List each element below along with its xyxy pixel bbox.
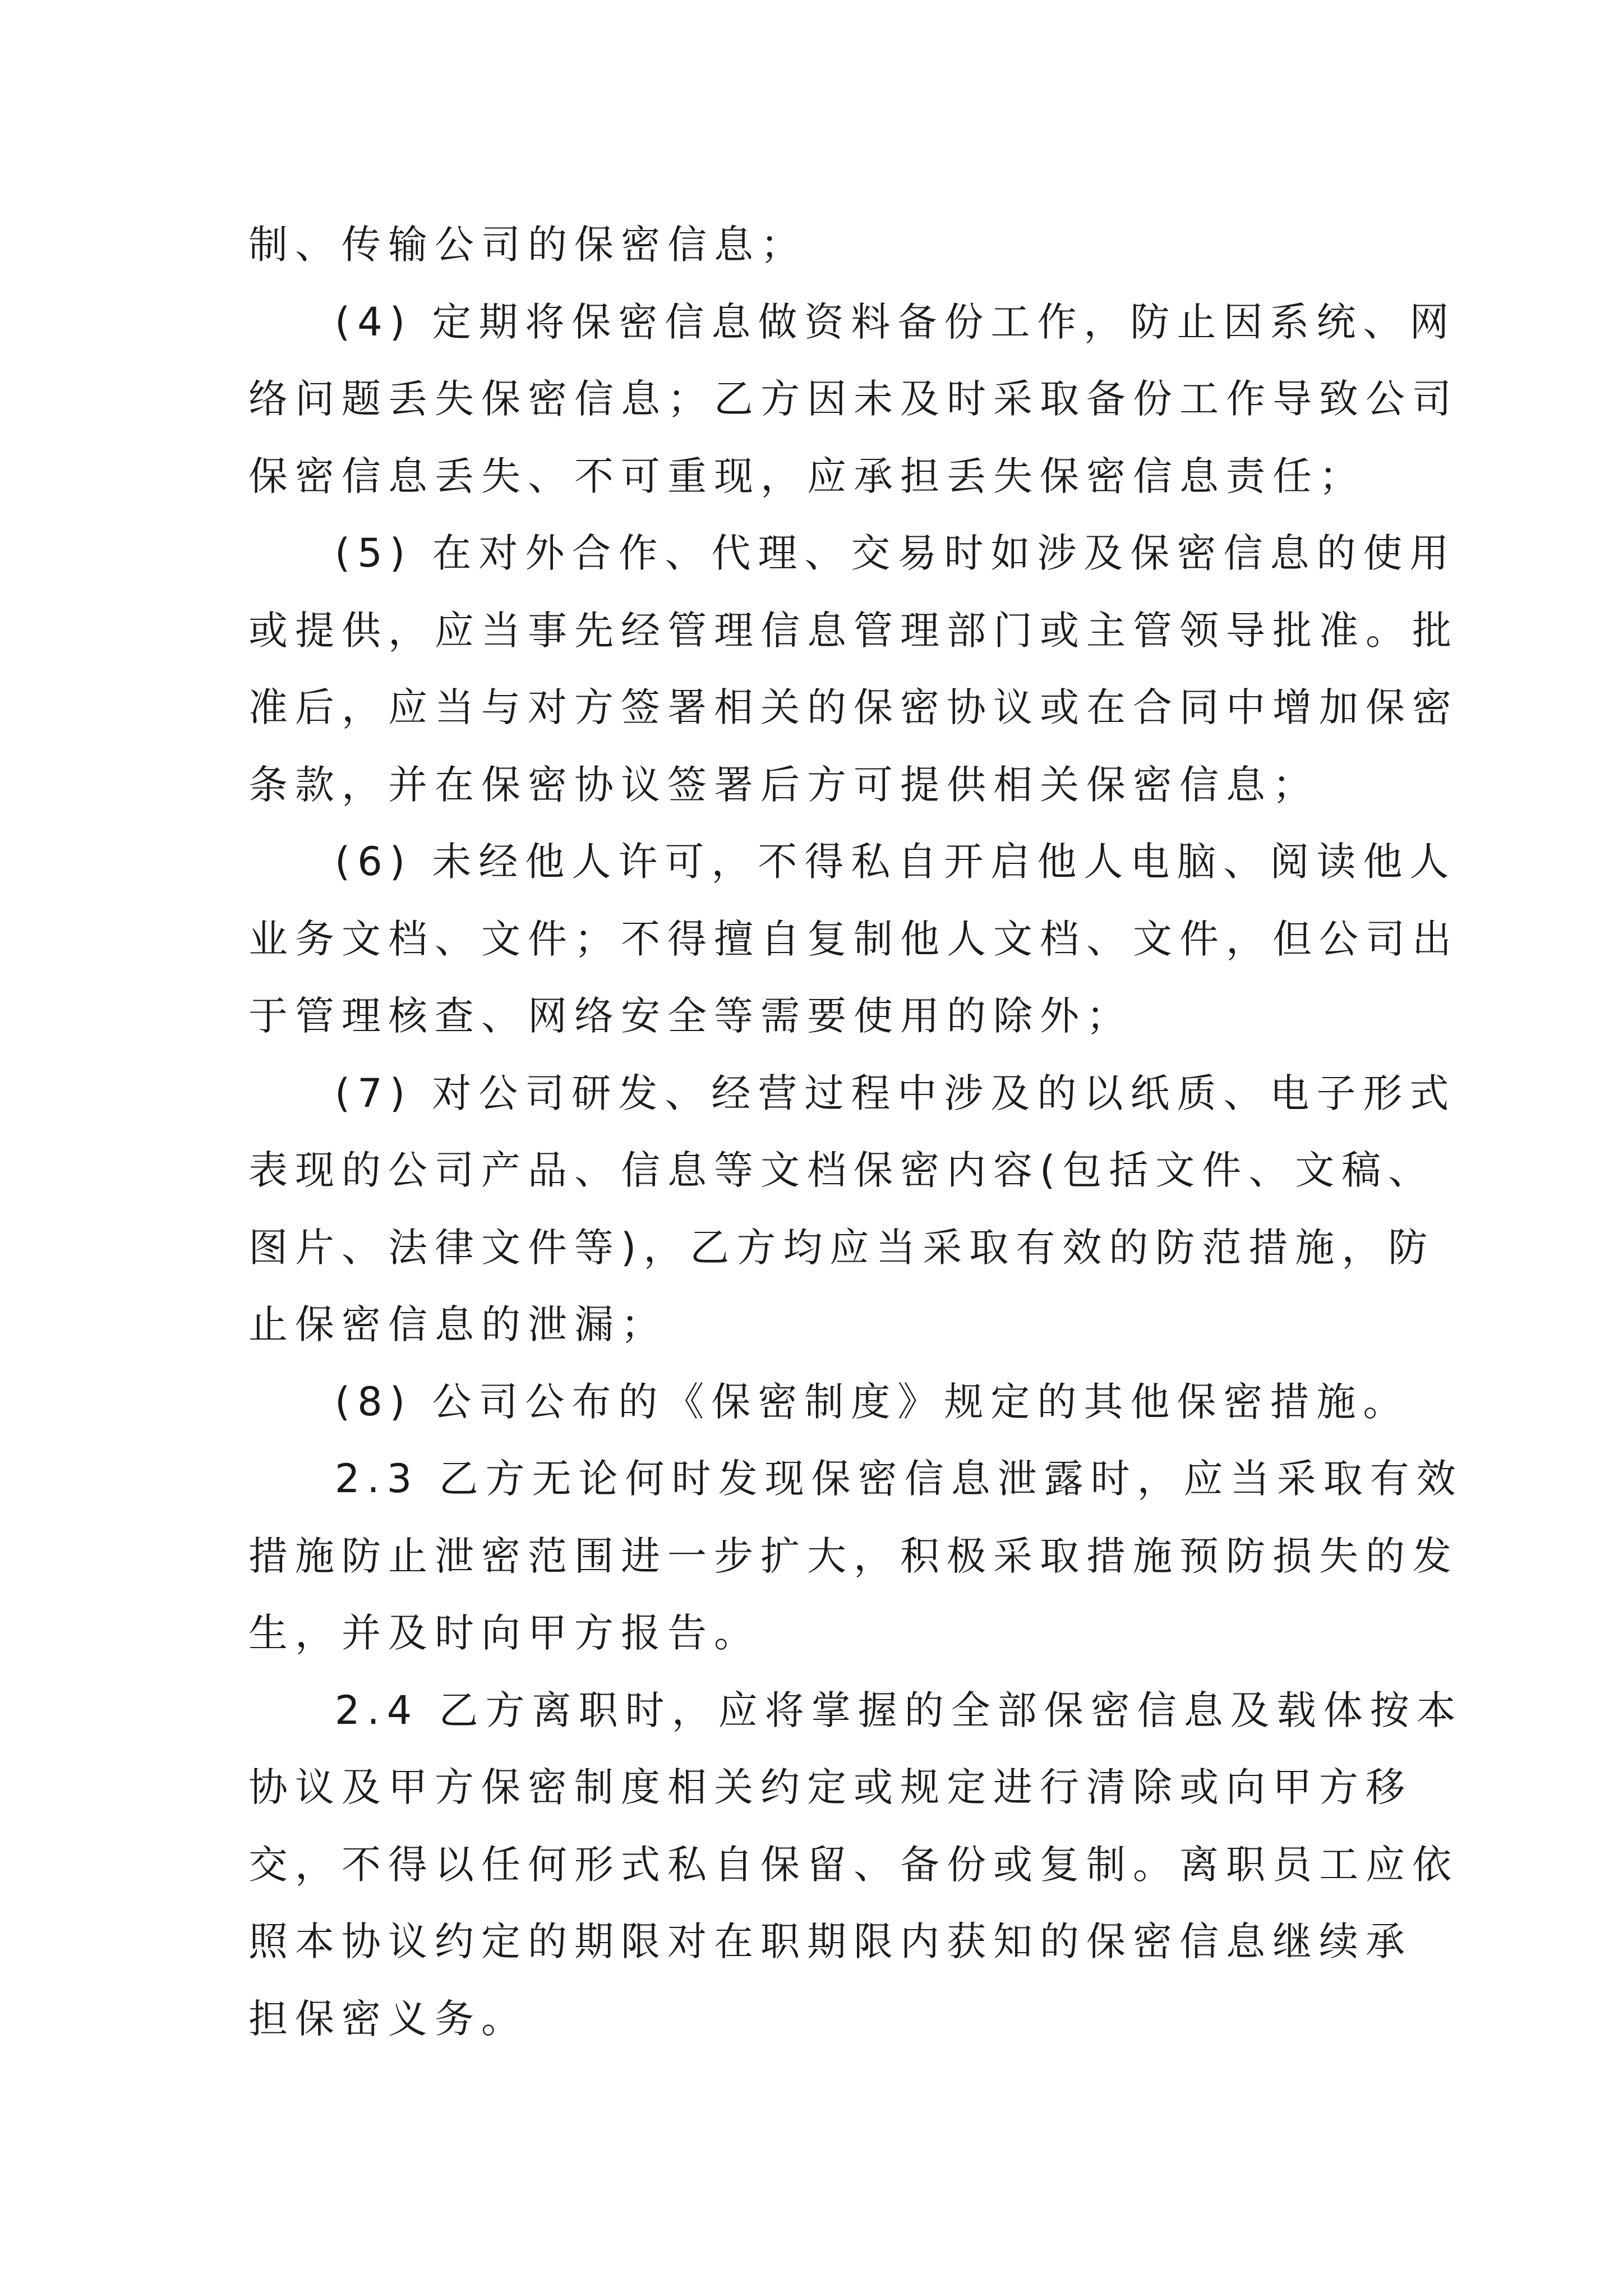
text-line: 照本协议约定的期限对在职期限内获知的保密信息继续承 [248,1918,1412,1964]
text-line: (4) 定期将保密信息做资料备份工作，防止因系统、网 [335,299,1456,345]
text-line: 络问题丢失保密信息；乙方因未及时采取备份工作导致公司 [248,376,1459,422]
text-line: 担保密义务。 [248,1996,528,2042]
text-line: (8) 公司公布的《保密制度》规定的其他保密措施。 [335,1379,1410,1425]
text-line: 措施防止泄密范围进一步扩大，积极采取措施预防损失的发 [248,1533,1459,1579]
text-line: 交，不得以任何形式私自保留、备份或复制。离职员工应依 [248,1842,1459,1888]
text-line: 2.4 乙方离职时，应将掌握的全部保密信息及载体按本 [335,1687,1463,1733]
text-line: 条款，并在保密协议签署后方可提供相关保密信息； [248,762,1319,808]
text-line: 或提供，应当事先经管理信息管理部门或主管领导批准。批 [248,608,1459,654]
text-line: 生，并及时向甲方报告。 [248,1610,760,1656]
text-line: 保密信息丢失、不可重现，应承担丢失保密信息责任； [248,453,1366,499]
text-line: 表现的公司产品、信息等文档保密内容(包括文件、文稿、 [248,1147,1435,1193]
text-line: (6) 未经他人许可，不得私自开启他人电脑、阅读他人 [335,839,1456,885]
text-line: 协议及甲方保密制度相关约定或规定进行清除或向甲方移 [248,1764,1412,1810]
text-line: 止保密信息的泄漏； [248,1301,667,1347]
text-line: 2.3 乙方无论何时发现保密信息泄露时，应当采取有效 [335,1456,1463,1502]
text-line: 业务文档、文件；不得擅自复制他人文档、文件，但公司出 [248,916,1459,962]
text-line: 图片、法律文件等)，乙方均应当采取有效的防范措施，防 [248,1225,1435,1271]
text-line: 准后，应当与对方签署相关的保密协议或在合同中增加保密 [248,684,1459,730]
text-line: (7) 对公司研发、经营过程中涉及的以纸质、电子形式 [335,1070,1456,1116]
text-line: 于管理核查、网络安全等需要使用的除外； [248,993,1133,1039]
text-line: 制、传输公司的保密信息； [248,222,807,268]
text-line: (5) 在对外合作、代理、交易时如涉及保密信息的使用 [335,530,1456,576]
